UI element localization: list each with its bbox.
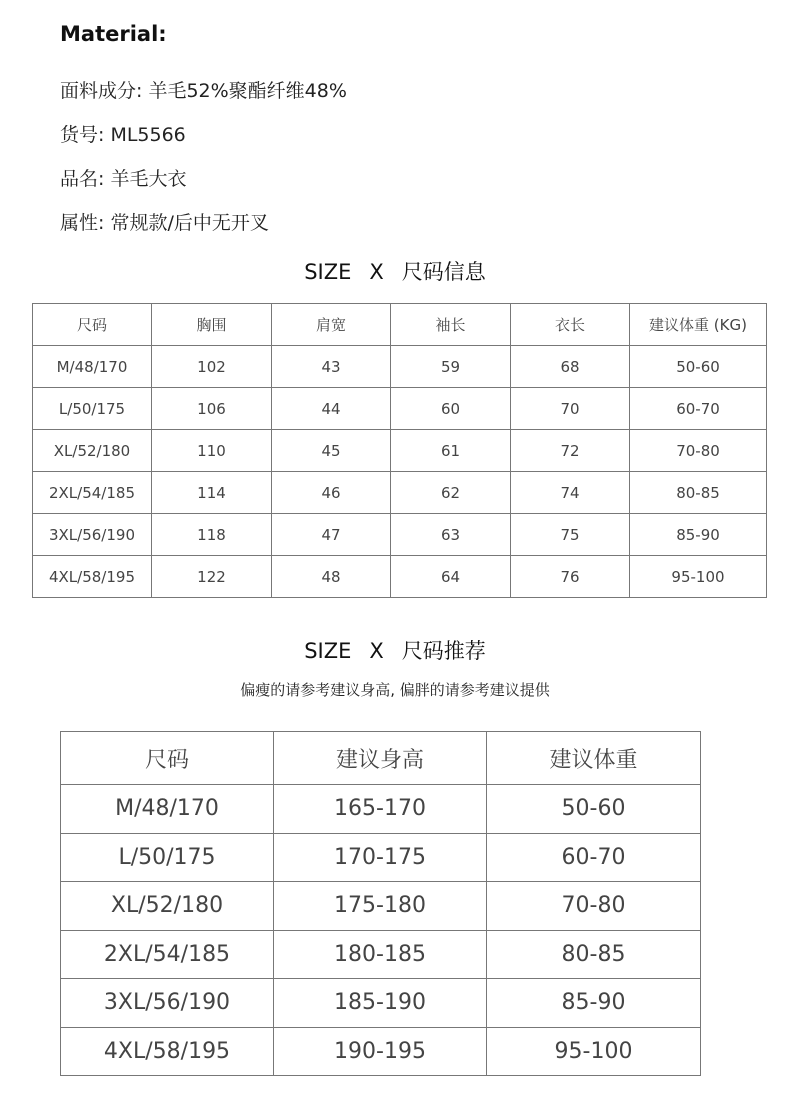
table-cell: XL/52/180: [61, 882, 274, 931]
table-cell: 80-85: [487, 930, 701, 979]
table-cell: 2XL/54/185: [33, 472, 152, 514]
table-cell: 110: [152, 430, 272, 472]
size-info-title: [0, 256, 790, 286]
size-recommend-title-left: SIZE: [304, 639, 352, 663]
table-cell: 4XL/58/195: [33, 556, 152, 598]
table-cell: 2XL/54/185: [61, 930, 274, 979]
table-cell: 165-170: [274, 785, 487, 834]
table-row: [33, 388, 767, 430]
size-info-table: [32, 303, 767, 598]
table-row: [33, 472, 767, 514]
table-cell: 47: [272, 514, 391, 556]
table-cell: 170-175: [274, 833, 487, 882]
table-cell: M/48/170: [61, 785, 274, 834]
table-cell: L/50/175: [33, 388, 152, 430]
table-cell: 102: [152, 346, 272, 388]
item-number: 货号: ML5566: [60, 124, 186, 146]
table-cell: 4XL/58/195: [61, 1027, 274, 1076]
table-row: [33, 346, 767, 388]
table-cell: 95-100: [487, 1027, 701, 1076]
table-cell: 76: [511, 556, 630, 598]
header-cell: 尺码: [33, 304, 152, 346]
size-recommend-title-right: 尺码推荐: [401, 639, 486, 663]
table-cell: 190-195: [274, 1027, 487, 1076]
table-cell: 80-85: [630, 472, 767, 514]
table-cell: 118: [152, 514, 272, 556]
table-cell: 50-60: [630, 346, 767, 388]
table-cell: 60-70: [630, 388, 767, 430]
table-cell: 106: [152, 388, 272, 430]
size-recommend-header-row: [61, 732, 701, 785]
table-cell: 61: [391, 430, 511, 472]
table-cell: 85-90: [630, 514, 767, 556]
table-cell: 95-100: [630, 556, 767, 598]
table-row: [61, 882, 701, 931]
table-cell: 72: [511, 430, 630, 472]
table-cell: 70-80: [630, 430, 767, 472]
header-cell: 建议身高: [274, 732, 487, 785]
header-cell: 胸围: [152, 304, 272, 346]
table-row: [33, 514, 767, 556]
header-cell: 衣长: [511, 304, 630, 346]
table-row: [33, 556, 767, 598]
table-row: [33, 430, 767, 472]
table-cell: 62: [391, 472, 511, 514]
table-cell: 68: [511, 346, 630, 388]
table-row: [61, 785, 701, 834]
header-cell: 建议体重: [487, 732, 701, 785]
header-cell: 袖长: [391, 304, 511, 346]
table-cell: 60-70: [487, 833, 701, 882]
header-cell: 建议体重 (KG): [630, 304, 767, 346]
table-cell: 50-60: [487, 785, 701, 834]
table-cell: 3XL/56/190: [61, 979, 274, 1028]
fabric-composition: 面料成分: 羊毛52%聚酯纤维48%: [60, 80, 347, 102]
material-heading: Material:: [60, 22, 167, 46]
size-recommend-title: [0, 635, 790, 665]
table-cell: 185-190: [274, 979, 487, 1028]
size-info-header-row: [33, 304, 767, 346]
table-cell: 45: [272, 430, 391, 472]
header-cell: 肩宽: [272, 304, 391, 346]
table-cell: M/48/170: [33, 346, 152, 388]
size-info-title-x: X: [369, 260, 384, 284]
table-row: [61, 979, 701, 1028]
table-cell: L/50/175: [61, 833, 274, 882]
table-cell: 3XL/56/190: [33, 514, 152, 556]
size-info-title-left: SIZE: [304, 260, 352, 284]
table-cell: 44: [272, 388, 391, 430]
table-row: [61, 1027, 701, 1076]
table-cell: 43: [272, 346, 391, 388]
table-cell: 85-90: [487, 979, 701, 1028]
size-info-title-right: 尺码信息: [401, 260, 486, 284]
attributes: 属性: 常规款/后中无开叉: [60, 212, 269, 234]
table-row: [61, 833, 701, 882]
size-recommend-table: [60, 731, 701, 1076]
table-cell: 122: [152, 556, 272, 598]
table-cell: 46: [272, 472, 391, 514]
size-recommend-title-x: X: [369, 639, 384, 663]
table-cell: 48: [272, 556, 391, 598]
product-name: 品名: 羊毛大衣: [60, 168, 187, 190]
table-cell: 175-180: [274, 882, 487, 931]
table-cell: 114: [152, 472, 272, 514]
table-cell: 59: [391, 346, 511, 388]
table-cell: 63: [391, 514, 511, 556]
table-row: [61, 930, 701, 979]
table-cell: 75: [511, 514, 630, 556]
table-cell: 70-80: [487, 882, 701, 931]
table-cell: 74: [511, 472, 630, 514]
table-cell: 180-185: [274, 930, 487, 979]
table-cell: 64: [391, 556, 511, 598]
table-cell: 60: [391, 388, 511, 430]
header-cell: 尺码: [61, 732, 274, 785]
table-cell: XL/52/180: [33, 430, 152, 472]
size-recommend-subtitle: 偏瘦的请参考建议身高, 偏胖的请参考建议提供: [240, 681, 550, 699]
table-cell: 70: [511, 388, 630, 430]
